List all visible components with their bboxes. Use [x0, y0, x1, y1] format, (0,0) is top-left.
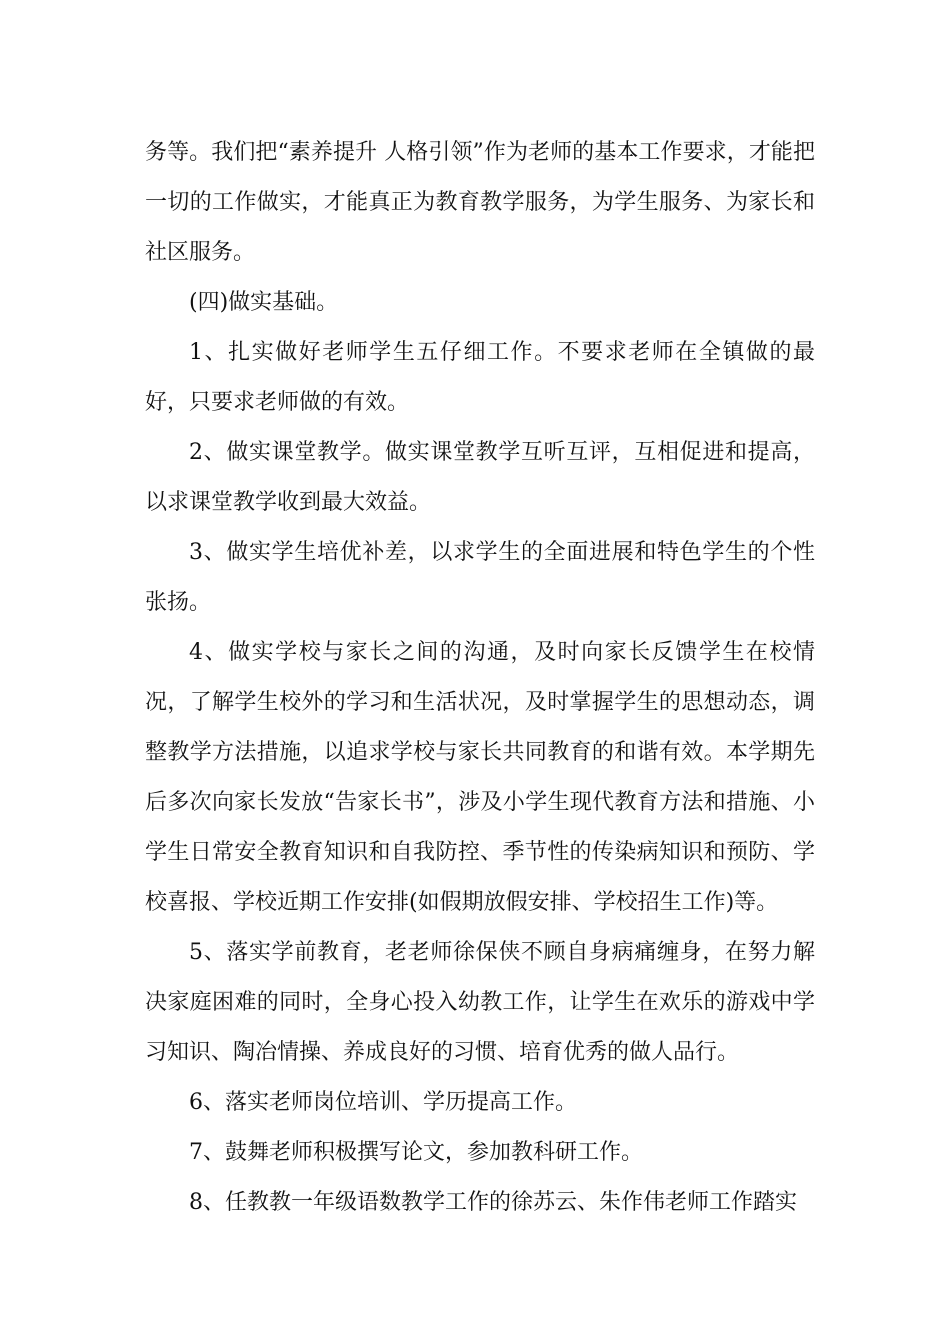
paragraph-1: 务等。我们把“素养提升 人格引领”作为老师的基本工作要求，才能把一切的工作做实，才能真正为教育教学服务，为学生服务、为家长和社区服务。 [145, 140, 815, 265]
paragraph-9: 7、鼓舞老师积极撰写论文，参加教科研工作。 [189, 1140, 643, 1165]
paragraph-8: 6、落实老师岗位培训、学历提高工作。 [189, 1090, 577, 1115]
paragraph-10: 8、任教教一年级语数教学工作的徐苏云、朱作伟老师工作踏实 [189, 1190, 797, 1215]
document-body [145, 128, 815, 1228]
paragraph-7: 5、落实学前教育，老老师徐保侠不顾自身病痛缠身，在努力解决家庭困难的同时，全身心投入幼教工作，让学生在欢乐的游戏中学习知识、陶冶情操、养成良好的习惯、培育优秀的做人品行。 [145, 940, 815, 1065]
paragraph-3: 1、扎实做好老师学生五仔细工作。不要求老师在全镇做的最好，只要求老师做的有效。 [145, 340, 815, 415]
paragraph-5: 3、做实学生培优补差，以求学生的全面进展和特色学生的个性张扬。 [145, 540, 815, 615]
paragraph-2: (四)做实基础。 [189, 290, 339, 315]
paragraph-4: 2、做实课堂教学。做实课堂教学互听互评，互相促进和提高，以求课堂教学收到最大效益。 [145, 440, 815, 515]
paragraph-6: 4、做实学校与家长之间的沟通，及时向家长反馈学生在校情况，了解学生校外的学习和生活状况，及时掌握学生的思想动态，调整教学方法措施，以追求学校与家长共同教育的和谐有效。本学期先后多次向家长发放“告家长书”，涉及小学生现代教育方法和措施、小学生日常安全教育知识和自我防控、季节性的传染病知识和预防、学校喜报、学校近期工作安排(如假期放假安排、学校招生工作)等。 [145, 640, 815, 915]
